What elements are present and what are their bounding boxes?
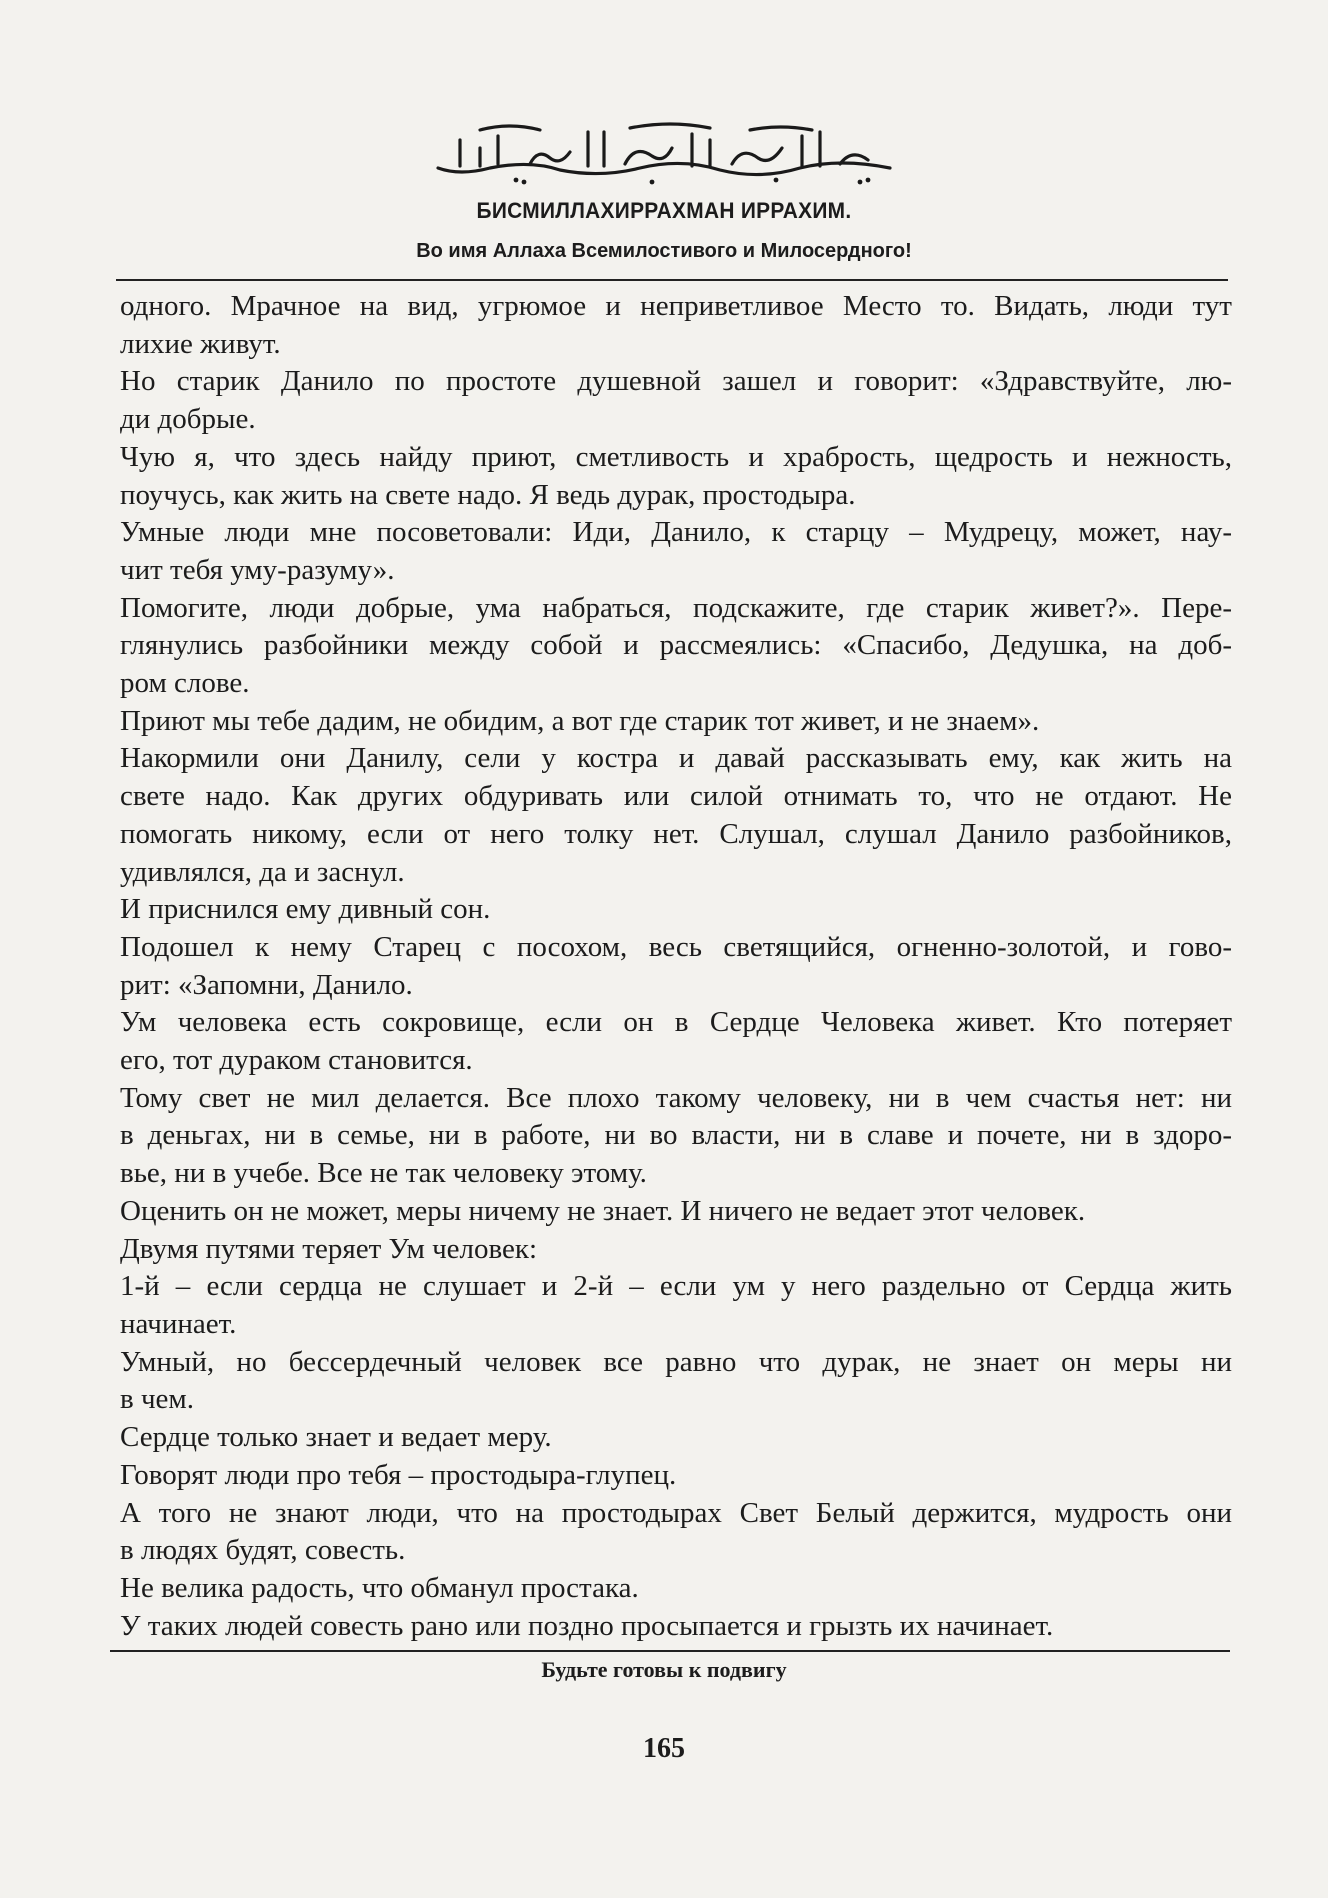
text-line: А того не знают люди, что на простодырах Свет Белый держится, мудрость они (120, 1496, 1232, 1529)
text-line: удивлялся, да и заснул. (120, 855, 405, 888)
text-line: лихие живут. (120, 327, 281, 360)
text-line: ром слове. (120, 667, 250, 700)
paragraph (120, 703, 1232, 741)
text-line: Тому свет не мил делается. Все плохо такому человеку, ни в чем счастья нет: ни (120, 1081, 1232, 1114)
paragraph (120, 1419, 1232, 1457)
text-line: ди добрые. (120, 403, 256, 436)
paragraph (120, 1268, 1232, 1343)
text-line: У таких людей совесть рано или поздно просыпается и грызть их начинает. (120, 1609, 1054, 1642)
text-line: одного. Мрачное на вид, угрюмое и неприветливое Место то. Видать, люди тут (120, 290, 1232, 322)
page-body-text (120, 288, 1232, 1645)
text-line: в людях будят, совесть. (120, 1534, 406, 1567)
text-line: И приснился ему дивный сон. (120, 893, 491, 926)
paragraph (120, 363, 1232, 438)
text-line: рит: «Запомни, Данило. (120, 968, 413, 1001)
paragraph (120, 1570, 1232, 1608)
text-line: Помогите, люди добрые, ума набраться, подскажите, где старик живет?». Пере- (120, 591, 1232, 624)
text-line: Ум человека есть сокровище, если он в Сердце Человека живет. Кто потеряет (120, 1006, 1232, 1039)
text-line: Оценить он не может, меры ничему не знает. И ничего не ведает этот человек. (120, 1194, 1086, 1227)
paragraph (120, 514, 1232, 589)
text-line: Накормили они Данилу, сели у костра и давай рассказывать ему, как жить на (120, 742, 1232, 775)
text-line: Сердце только знает и ведает меру. (120, 1421, 552, 1454)
arabic-calligraphy-bismillah (420, 118, 906, 190)
paragraph (120, 1608, 1232, 1646)
text-line: начинает. (120, 1307, 237, 1340)
text-line: Двумя путями теряет Ум человек: (120, 1232, 538, 1265)
text-line: Но старик Данило по простоте душевной зашел и говорит: «Здравствуйте, лю- (120, 365, 1232, 398)
paragraph (120, 1231, 1232, 1269)
header-divider (116, 279, 1228, 281)
paragraph (120, 590, 1232, 703)
paragraph (120, 1344, 1232, 1419)
text-line: Не велика радость, что обманул простака. (120, 1571, 639, 1604)
text-line: Чую я, что здесь найду приют, сметливость и храбрость, щедрость и нежность, (120, 440, 1232, 473)
text-line: его, тот дураком становится. (120, 1044, 473, 1077)
paragraph (120, 891, 1232, 929)
text-line: глянулись разбойники между собой и рассмеялись: «Спасибо, Дедушка, на доб- (120, 629, 1232, 662)
text-line: свете надо. Как других обдуривать или силой отнимать то, что не отдают. Не (120, 780, 1232, 813)
text-line: 1-й – если сердца не слушает и 2-й – если ум у него раздельно от Сердца жить (120, 1270, 1232, 1303)
text-line: чит тебя уму-разуму». (120, 553, 395, 586)
bismillah-translation: Во имя Аллаха Всемилостивого и Милосердного! (416, 240, 912, 262)
text-line: в деньгах, ни в семье, ни в работе, ни во власти, ни в славе и почете, ни в здоро- (120, 1119, 1232, 1152)
running-footer-title: Будьте готовы к подвигу (541, 1657, 787, 1682)
text-line: Умные люди мне посоветовали: Иди, Данило, к старцу – Мудрецу, может, нау- (120, 516, 1232, 549)
text-line: поучусь, как жить на свете надо. Я ведь дурак, простодыра. (120, 478, 856, 511)
paragraph (120, 1457, 1232, 1495)
text-line: Говорят люди про тебя – простодыра-глупец. (120, 1458, 677, 1491)
text-line: вье, ни в учебе. Все не так человеку этому. (120, 1157, 647, 1190)
paragraph (120, 740, 1232, 891)
text-line: помогать никому, если от него толку нет. Слушал, слушал Данило разбойников, (120, 817, 1232, 850)
text-line: Подошел к нему Старец с посохом, весь светящийся, огненно-золотой, и гово- (120, 930, 1232, 963)
bismillah-heading: БИСМИЛЛАХИРРАХМАН ИРРАХИМ. (476, 198, 852, 223)
paragraph (120, 1004, 1232, 1079)
text-line: Умный, но бессердечный человек все равно что дурак, не знает он меры ни (120, 1345, 1232, 1378)
paragraph (120, 1495, 1232, 1570)
page-number: 165 (643, 1733, 685, 1764)
paragraph (120, 929, 1232, 1004)
paragraph (120, 1193, 1232, 1231)
paragraph (120, 288, 1232, 363)
footer-divider (110, 1650, 1230, 1652)
paragraph (120, 439, 1232, 514)
paragraph (120, 1080, 1232, 1193)
text-line: Приют мы тебе дадим, не обидим, а вот где старик тот живет, и не знаем». (120, 704, 1040, 737)
text-line: в чем. (120, 1383, 195, 1416)
